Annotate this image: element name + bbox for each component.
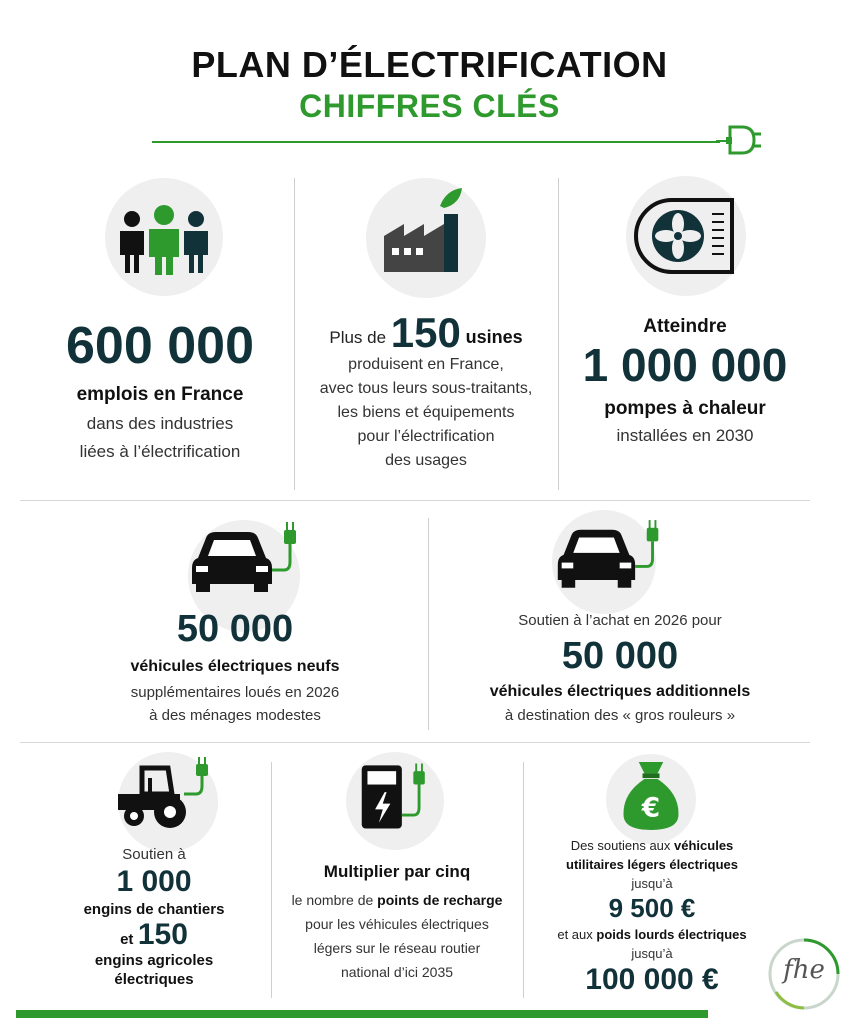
electric-car-icon: [552, 512, 668, 590]
stat-amount: 100 000 €: [585, 963, 719, 996]
stat-machinery: [40, 846, 268, 988]
stat-desc: et aux: [557, 927, 597, 942]
stat-amount: 9 500 €: [608, 893, 696, 923]
stat-number: 50 000: [176, 608, 294, 650]
stat-desc: avec tous leurs sous-traitants,: [319, 380, 533, 397]
stat-number: 50 000: [561, 635, 679, 677]
stat-intro: Soutien à: [122, 846, 186, 863]
electric-tractor-icon: [112, 754, 222, 834]
heat-pump-icon: [632, 196, 742, 276]
stat-desc: dans des industries: [86, 414, 234, 433]
electric-car-icon: [186, 514, 306, 594]
stat-desc: des usages: [385, 452, 467, 469]
stat-desc: à des ménages modestes: [149, 707, 321, 724]
stat-label: véhicules électriques additionnels: [489, 683, 751, 700]
stat-desc-bold: poids lourds électriques: [596, 927, 747, 942]
stat-label: pompes à chaleur: [604, 398, 766, 419]
svg-text:€: €: [641, 792, 661, 824]
stat-desc: pour l’électrification: [357, 428, 495, 445]
stat-desc: national d’ici 2035: [340, 964, 454, 980]
stat-suffix: usines: [465, 327, 523, 347]
stat-prefix: Atteindre: [643, 316, 727, 337]
divider: [523, 762, 524, 998]
stat-factories: [300, 309, 552, 470]
stat-label: engins de chantiers: [83, 901, 225, 918]
money-bag-icon: [618, 758, 684, 834]
stat-number: 1 000: [116, 865, 192, 898]
divider: [558, 178, 559, 490]
stat-number: 1 000 000: [582, 339, 788, 391]
stat-desc: liées à l’électrification: [79, 442, 241, 461]
title-divider: [152, 141, 720, 143]
stat-jobs: [30, 317, 290, 462]
stat-desc: le nombre de: [291, 892, 378, 908]
stat-charging: [274, 862, 520, 980]
stat-number: 150: [137, 918, 188, 951]
divider: [271, 762, 272, 998]
stat-desc: jusqu’à: [631, 946, 673, 961]
divider: [20, 500, 810, 501]
stat-label: véhicules électriques neufs: [130, 658, 340, 675]
stat-desc: les biens et équipements: [337, 404, 515, 421]
divider: [294, 178, 295, 490]
stat-intro: Soutien à l’achat en 2026 pour: [518, 612, 722, 629]
stat-desc: pour les véhicules électriques: [305, 916, 489, 932]
divider: [20, 742, 810, 743]
plug-icon: [716, 121, 762, 159]
stat-label: électriques: [114, 971, 194, 988]
stat-number: 150: [390, 309, 461, 356]
stat-label: emplois en France: [76, 384, 244, 405]
stat-number: 600 000: [66, 317, 254, 375]
charging-station-icon: [356, 756, 442, 836]
stat-prefix: Plus de: [329, 328, 387, 347]
stat-heat-pumps: [565, 316, 805, 446]
stat-conj: et: [120, 931, 134, 948]
people-icon: [114, 205, 214, 275]
stat-desc: produisent en France,: [348, 356, 504, 373]
stat-desc-bold: utilitaires légers électriques: [566, 857, 738, 872]
factory-icon: [382, 186, 472, 276]
divider: [428, 518, 429, 730]
page-title: PLAN D’ÉLECTRIFICATION: [191, 44, 668, 85]
stat-utility: [530, 838, 774, 995]
footer-bar: [16, 1010, 708, 1018]
stat-title: Multiplier par cinq: [323, 862, 471, 881]
stat-ev-lease: [60, 610, 410, 724]
stat-label: engins agricoles: [94, 952, 214, 969]
stat-desc: installées en 2030: [616, 426, 754, 445]
stat-desc: supplémentaires loués en 2026: [130, 684, 340, 701]
stat-desc: Des soutiens aux: [570, 838, 675, 853]
page-subtitle: CHIFFRES CLÉS: [299, 88, 560, 124]
stat-desc: légers sur le réseau routier: [313, 940, 481, 956]
stat-desc: jusqu’à: [631, 876, 673, 891]
stat-desc-bold: points de recharge: [377, 892, 503, 908]
stat-desc: à destination des « gros rouleurs »: [504, 707, 736, 724]
logo: fhe: [783, 955, 825, 985]
stat-desc-bold: véhicules: [674, 838, 734, 853]
stat-ev-purchase: [440, 612, 800, 724]
